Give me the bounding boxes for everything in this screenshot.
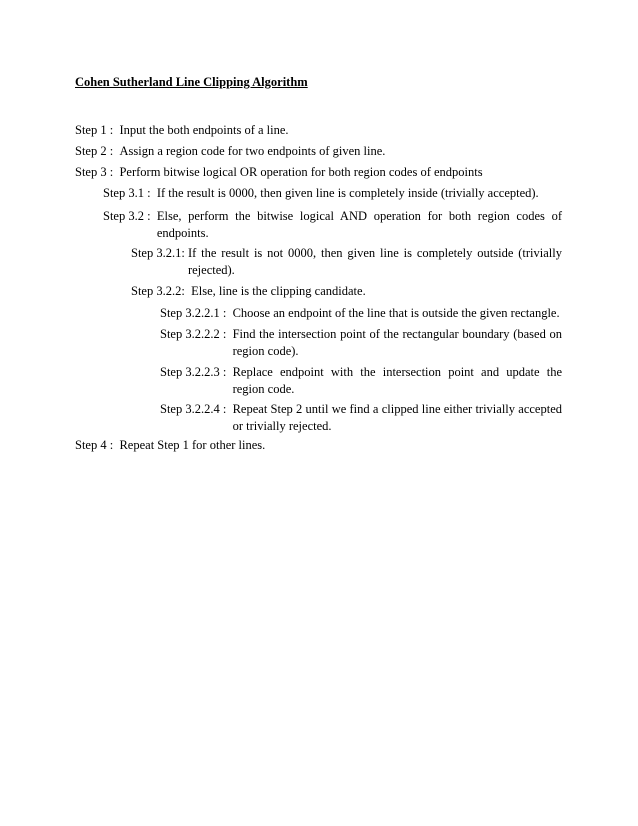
step-3-2 (103, 208, 562, 242)
step-text: If the result is 0000, then given line is completely inside (trivially accepted). (156, 186, 539, 200)
step-label: Step 1 (75, 123, 107, 137)
step-separator: : (219, 306, 233, 320)
step-label: Step 3.1 (103, 186, 144, 200)
step-2 (75, 143, 562, 160)
step-label: Step 4 (75, 438, 107, 452)
step-4 (75, 437, 562, 454)
step-separator: : (106, 438, 120, 452)
step-3-2-2-4 (160, 401, 562, 435)
step-text: Find the intersection point of the rectangular boundary (based on region code). (232, 327, 562, 358)
step-label: Step 3.2 (103, 209, 144, 223)
step-label: Step 3.2.2.3 (160, 365, 220, 379)
step-text: Repeat Step 2 until we find a clipped line either trivially accepted or trivially rejected. (232, 402, 562, 433)
step-text: Else, perform the bitwise logical AND operation for both region codes of endpoints. (156, 209, 562, 240)
step-label: Step 3.2.2.2 (160, 327, 220, 341)
step-separator: : (143, 209, 157, 223)
step-text: Input the both endpoints of a line. (119, 123, 289, 137)
step-separator: : (181, 246, 188, 260)
step-text: Perform bitwise logical OR operation for both region codes of endpoints (119, 165, 483, 179)
step-1 (75, 122, 562, 139)
step-3-2-2-1 (160, 305, 562, 322)
step-label: Step 3.2.2.4 (160, 402, 220, 416)
step-separator: : (219, 402, 233, 416)
step-label: Step 3.2.2.1 (160, 306, 220, 320)
step-separator: : (106, 144, 120, 158)
step-separator: : (181, 284, 192, 298)
step-text: Replace endpoint with the intersection point and update the region code. (232, 365, 562, 396)
step-separator: : (219, 327, 233, 341)
step-text: Assign a region code for two endpoints of given line. (119, 144, 386, 158)
step-text: Choose an endpoint of the line that is outside the given rectangle. (232, 306, 560, 320)
step-3-2-1 (131, 245, 562, 279)
step-text: Else, line is the clipping candidate. (191, 284, 366, 298)
step-3-2-2-3 (160, 364, 562, 398)
step-label: Step 3.2.2 (131, 284, 182, 298)
step-text: If the result is not 0000, then given line is completely outside (trivially rejected). (187, 246, 562, 277)
step-separator: : (143, 186, 157, 200)
step-label: Step 3 (75, 165, 107, 179)
document-title: Cohen Sutherland Line Clipping Algorithm (75, 75, 308, 89)
step-label: Step 3.2.1 (131, 246, 182, 260)
step-3-1 (103, 185, 562, 202)
step-label: Step 2 (75, 144, 107, 158)
step-separator: : (106, 165, 120, 179)
step-separator: : (106, 123, 120, 137)
step-3-2-2-2 (160, 326, 562, 360)
step-text: Repeat Step 1 for other lines. (119, 438, 266, 452)
step-separator: : (219, 365, 233, 379)
step-3-2-2 (131, 283, 562, 300)
step-3 (75, 164, 562, 181)
